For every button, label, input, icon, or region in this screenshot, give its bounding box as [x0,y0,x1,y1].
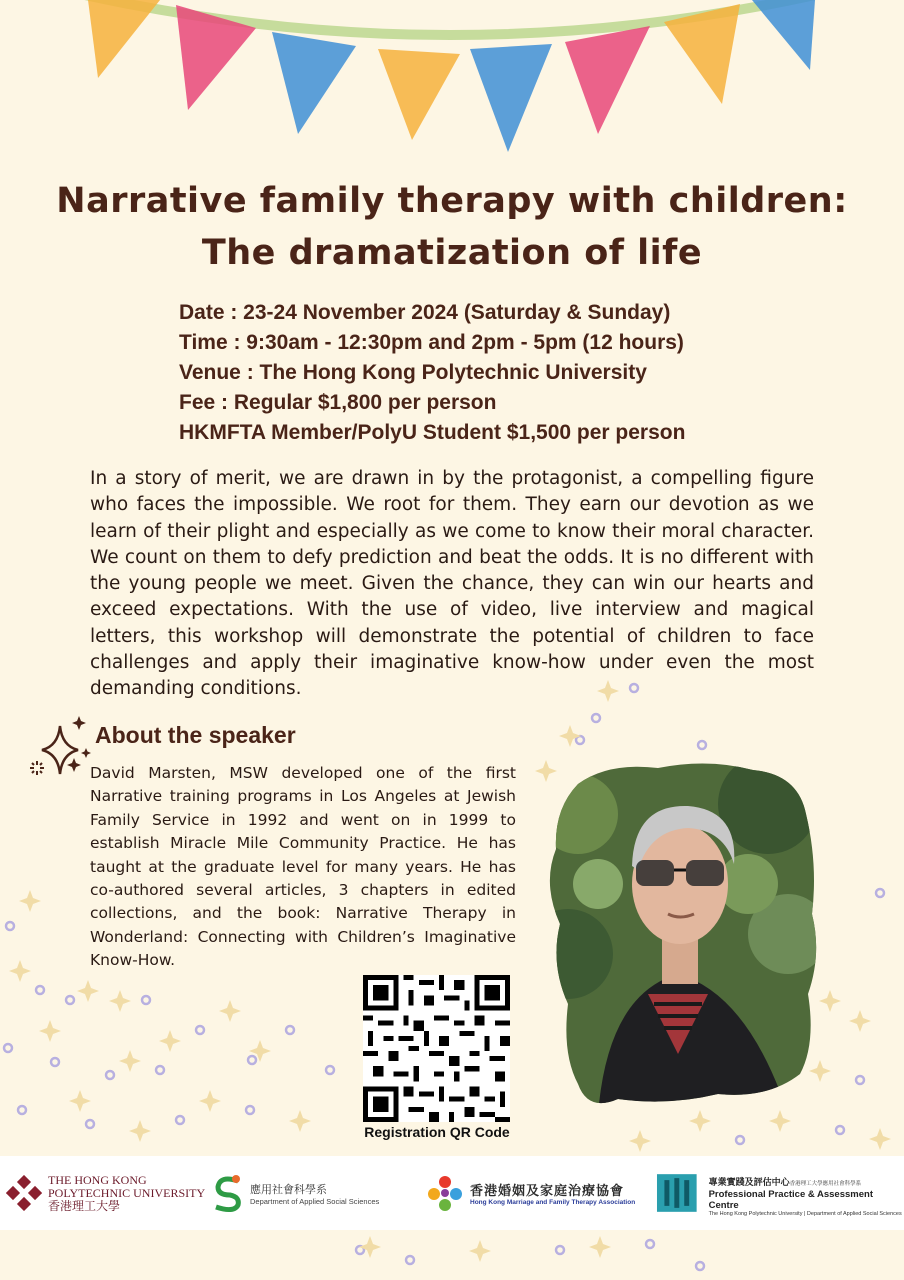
hkmfta-name-cn: 香港婚姻及家庭治療協會 [470,1184,625,1199]
speaker-photo [538,754,822,1114]
apss-name-en: Department of Applied Social Sciences [250,1196,380,1206]
hkmfta-emblem-icon [426,1174,464,1212]
title-line-2: The dramatization of life [201,233,703,273]
polyu-emblem-icon [6,1175,42,1211]
event-fee: Fee : Regular $1,800 per person [179,391,497,414]
polyu-name-line-1: THE HONG KONG [48,1172,147,1187]
registration-qr-code[interactable] [363,975,510,1122]
event-time: Time : 9:30am - 12:30pm and 2pm - 5pm (12 hours) [179,331,684,354]
flag-blue [470,44,552,152]
event-title [0,175,904,279]
speaker-bio: David Marsten, MSW developed one of the first Narrative training programs in Los Angeles at Jewish Family Service in 1992 and went on in 1999 to establish Miracle Mile Community Practice. He has taught at the graduate level for many years. He has co-authored several articles, 3 chapters in edited collections, and the book: Narrative Therapy in Wonderland: Connecting with Children’s Imaginative Know-How. [90,764,516,970]
ppac-name-cn-small: 香港理工大學應用社會科學系 [789,1180,862,1187]
event-fee-member: HKMFTA Member/PolyU Student $1,500 per person [179,421,686,444]
about-speaker-heading: About the speaker [95,722,296,748]
ppac-name-en: Professional Practice & Assessment Centre [708,1188,873,1211]
ppac-emblem-icon [655,1170,701,1216]
polyu-name-cn: 香港理工大學 [48,1198,121,1213]
ppac-name-cn: 專業實踐及評估中心 [708,1177,790,1188]
event-venue: Venue : The Hong Kong Polytechnic University [179,361,647,384]
polyu-name-line-2: POLYTECHNIC UNIVERSITY [48,1185,206,1200]
ppac-subtitle: The Hong Kong Polytechnic University | Department of Applied Social Sciences [708,1210,902,1217]
title-line-1: Narrative family therapy with children: [56,181,848,221]
bunting-decoration [0,0,904,170]
hkmfta-name-en: Hong Kong Marriage and Family Therapy Association [470,1199,636,1206]
polyu-logo [6,1156,205,1230]
flag-orange [378,49,460,140]
workshop-description: In a story of merit, we are drawn in by the protagonist, a compelling figure who faces the impossible. We root for them. They earn our devotion as we learn of their plight and especially as we come to know their moral character. We count on them to defy prediction and beat the odds. It is no different with the young people we meet. Given the chance, they can win our hearts and exceed expectations. With the use of video, live interview and magical letters, this workshop will demonstrate the potential of children to face challenges and apply their imaginative know-how under even the most demanding conditions. [90,468,814,700]
apss-emblem-icon [210,1173,246,1213]
hkmfta-logo [426,1156,635,1230]
flag-blue [752,0,815,70]
sparkle-icon [26,712,96,782]
apss-logo [210,1156,379,1230]
event-date: Date : 23-24 November 2024 (Saturday & Sunday) [179,301,671,324]
qr-caption: Registration QR Code [364,1124,510,1140]
flag-pink [565,26,650,134]
event-details [179,298,685,448]
apss-name-cn: 應用社會科學系 [250,1182,327,1196]
flag-orange [88,0,160,78]
partner-logos [0,1156,904,1230]
ppac-logo [655,1156,904,1230]
flag-blue [272,32,356,134]
